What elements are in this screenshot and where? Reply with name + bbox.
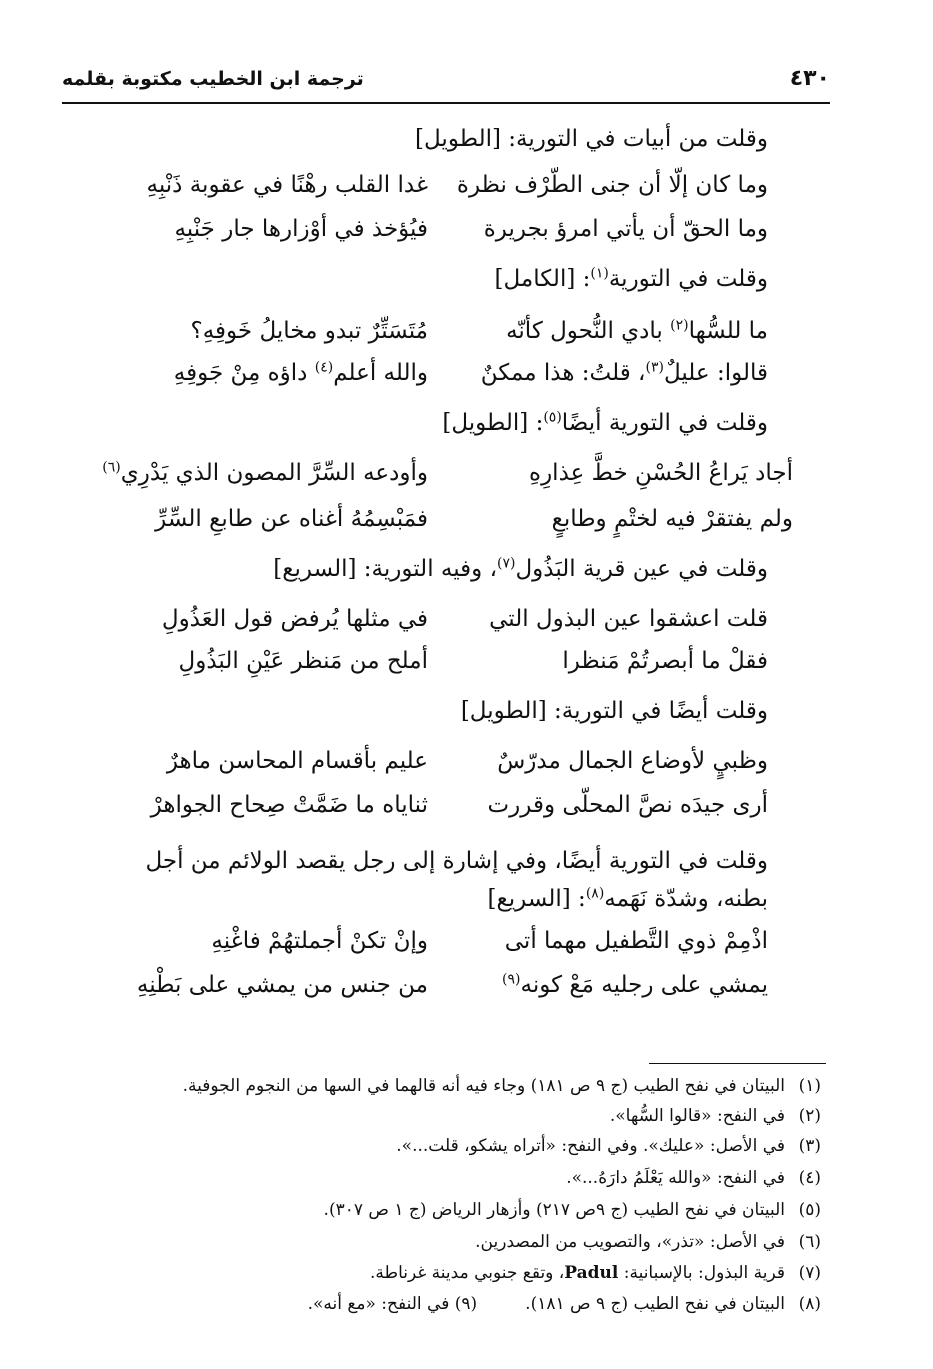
meter-label: ، وفيه التورية: [السريع] <box>273 556 497 582</box>
text-part: ، قلتُ: هذا ممكنٌ <box>480 360 646 386</box>
meter-label: : [الطويل] <box>442 410 544 436</box>
hemistich-first <box>481 360 768 386</box>
footnote <box>396 1136 821 1156</box>
footnote-number: (٤) <box>798 1168 821 1188</box>
hemistich-first <box>506 318 768 344</box>
hemistich-second: عليم بأقسام المحاسن ماهرٌ <box>166 748 428 774</box>
footnote-ref[interactable]: (٢) <box>670 317 689 334</box>
footnote-ref[interactable]: (٣) <box>645 359 664 376</box>
footnote-text: في النفح: «قالوا السُّها». <box>609 1106 785 1126</box>
prose-line <box>442 410 768 436</box>
footnote-text: ، وتقع جنوبي مدينة غرناطة. <box>370 1263 565 1283</box>
hemistich-first: اذْمِمْ ذوي التَّطفيل مهما أتى <box>504 928 768 954</box>
page-number: ٤٣٠ <box>789 66 830 91</box>
hemistich-first <box>502 972 768 998</box>
verse <box>0 172 933 212</box>
prose-text: وقلت في التورية أيضًا <box>561 410 768 436</box>
footnote <box>183 1076 821 1096</box>
meter-label: : [السريع] <box>487 886 586 912</box>
footnote <box>475 1232 821 1252</box>
footnote <box>370 1263 821 1283</box>
footnote-ref[interactable]: (١) <box>590 265 609 282</box>
footnote-number: (٧) <box>798 1263 821 1283</box>
text-part: قالوا: عليلٌ <box>663 360 768 386</box>
footnote-latin-term: Padul <box>564 1263 619 1283</box>
text-part: ما للسُّها <box>688 318 768 344</box>
prose-line <box>495 266 768 292</box>
verse <box>0 360 933 400</box>
prose-line: وقلت أيضًا في التورية: [الطويل] <box>460 698 768 724</box>
hemistich-first: قلت اعشقوا عين البذول التي <box>489 606 768 632</box>
verse <box>0 972 933 1012</box>
footnote-number: (٦) <box>798 1232 821 1252</box>
verse <box>0 460 933 500</box>
hemistich-second: مُتَسَتِّرٌ تبدو مخايلُ خَوفِهِ؟ <box>190 318 428 344</box>
hemistich-first: فقلْ ما أبصرتُمْ مَنظرا <box>562 648 768 674</box>
verse <box>0 216 933 256</box>
prose-paragraph <box>105 842 768 918</box>
hemistich-second <box>174 360 428 386</box>
hemistich-second: فمَبْسِمُهُ أغناه عن طابعِ السِّرِّ <box>155 506 428 532</box>
footnote-number: (٣) <box>798 1136 821 1156</box>
footnote-number: (٥) <box>798 1200 821 1220</box>
verse <box>0 606 933 646</box>
hemistich-second <box>102 460 428 486</box>
verse <box>0 648 933 688</box>
footnote-text: البيتان في نفح الطيب (ج ٩ص ٢١٧) وأزهار الرياض (ج ١ ص ٣٠٧). <box>323 1200 785 1220</box>
footnote-ref[interactable]: (٧) <box>497 555 516 572</box>
hemistich-second: من جنس من يمشي على بَطْنِهِ <box>136 972 428 998</box>
hemistich-second: في مثلها يُرفض قول العَذُولِ <box>161 606 428 632</box>
footnote-ref[interactable]: (٩) <box>502 971 521 988</box>
text-part: بادي النُّحول كأنّه <box>506 318 671 344</box>
footnote-ref[interactable]: (٥) <box>543 409 562 426</box>
footnote-text: في النفح: «والله يَعْلَمُ دارَهُ...». <box>566 1168 785 1188</box>
footnote <box>324 1200 821 1220</box>
footnote-number: (٩) <box>454 1294 478 1314</box>
footnote-ref[interactable]: (٦) <box>102 459 121 476</box>
running-header <box>62 62 830 104</box>
footnote-text: في الأصل: «تذر»، والتصويب من المصدرين. <box>475 1232 785 1252</box>
hemistich-first: أرى جيدَه نصَّ المحلّى وقررت <box>487 792 768 818</box>
hemistich-second: فيُؤخذ في أوْزارها جار جَنْبِهِ <box>174 216 428 242</box>
hemistich-second: وإنْ تكنْ أجملتهُمْ فاغْنِهِ <box>211 928 428 954</box>
verse <box>0 928 933 968</box>
hemistich-first: ولم يفتقرْ فيه لختْمٍ وطابعٍ <box>551 506 793 532</box>
prose-text: وقلت في التورية <box>608 266 768 292</box>
footnote-ref[interactable]: (٤) <box>314 359 334 376</box>
hemistich-second: غدا القلب رهْنًا في عقوبة ذَنْبِهِ <box>146 172 428 198</box>
footnote-text: البيتان في نفح الطيب (ج ٩ ص ١٨١). <box>525 1294 785 1314</box>
footnote-text: في الأصل: «عليك». وفي النفح: «أتراه يشكو، قلت...». <box>396 1136 785 1156</box>
text-part: وأودعه السِّرَّ المصون الذي يَدْرِي <box>120 460 428 486</box>
meter-label: : [الكامل] <box>494 266 591 292</box>
footnote-number: (٢) <box>798 1106 821 1126</box>
footnote-text: في النفح: «مع أنه». <box>307 1294 450 1314</box>
footnote-ref[interactable]: (٨) <box>585 885 605 902</box>
prose-text: وقلت في التورية أيضًا، وفي إشارة إلى رجل يقصد الولائم من أجل بطنه، وشدّة نَهَمه <box>145 848 768 912</box>
prose-line <box>273 556 768 582</box>
footnote-text: البيتان في نفح الطيب (ج ٩ ص ١٨١) وجاء فيه أنه قالهما في السها من النجوم الجوفية. <box>182 1076 785 1096</box>
prose-line: وقلت من أبيات في التورية: [الطويل] <box>415 126 768 152</box>
hemistich-second: ثناياه ما ضَمَّتْ صِحاح الجواهرْ <box>150 792 428 818</box>
running-title: ترجمة ابن الخطيب مكتوبة بقلمه <box>62 68 364 90</box>
verse <box>0 748 933 788</box>
hemistich-first: وما كان إلّا أن جنى الطّرْف نظرة <box>456 172 768 198</box>
footnote-number: (٨) <box>798 1294 821 1314</box>
verse <box>0 318 933 358</box>
footnote <box>610 1106 821 1126</box>
footnote-text: قرية البذول: بالإسبانية: <box>618 1263 785 1283</box>
footnote-inline <box>308 1294 478 1314</box>
text-part: يمشي على رجليه مَعْ كونه <box>520 972 768 998</box>
verse <box>0 506 933 546</box>
hemistich-first: أجاد يَراعُ الحُسْنِ خطَّ عِذارِهِ <box>529 460 793 486</box>
hemistich-first: وما الحقّ أن يأتي امرؤ بجريرة <box>483 216 768 242</box>
footnote-number: (١) <box>798 1076 821 1096</box>
prose-text: وقلت في عين قرية البَذُول <box>515 556 768 582</box>
footnote <box>566 1168 821 1188</box>
text-part: والله أعلم <box>333 360 428 386</box>
verse <box>0 792 933 832</box>
hemistich-second: أملح من مَنظر عَيْنِ البَذُولِ <box>178 648 428 674</box>
text-part: داؤه مِنْ جَوفِهِ <box>173 360 315 386</box>
hemistich-first: وظبيٍ لأوضاع الجمال مدرّسٌ <box>497 748 768 774</box>
footnote-separator <box>649 1063 826 1064</box>
footnote <box>308 1294 821 1314</box>
